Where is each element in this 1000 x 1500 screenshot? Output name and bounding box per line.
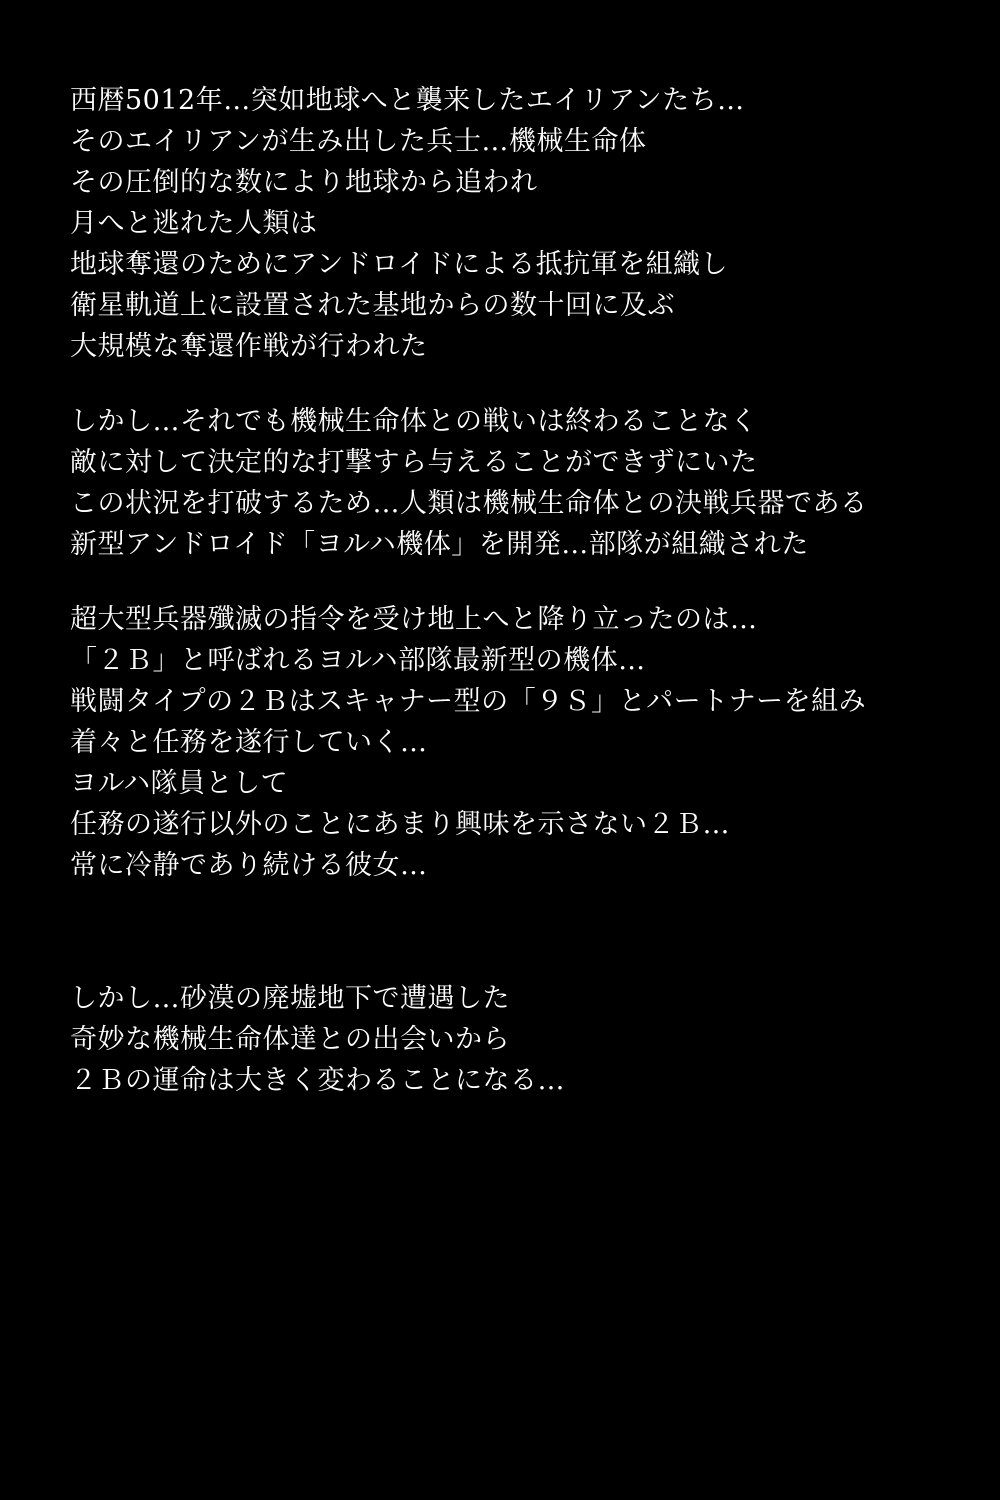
text-line: 敵に対して決定的な打撃すら与えることができずにいた — [70, 447, 758, 478]
text-line: 任務の遂行以外のことにあまり興味を示さない２Ｂ… — [70, 809, 730, 840]
text-line: 「２Ｂ」と呼ばれるヨルハ部隊最新型の機体… — [70, 645, 646, 676]
text-line: しかし…それでも機械生命体との戦いは終わることなく — [70, 406, 758, 437]
text-line: 西暦5012年…突如地球へと襲来したエイリアンたち… — [70, 85, 745, 116]
text-line: 大規模な奪還作戦が行われた — [70, 331, 428, 362]
text-line: ヨルハ隊員として — [70, 768, 289, 799]
text-line: そのエイリアンが生み出した兵士…機械生命体 — [70, 126, 647, 157]
text-line: ２Ｂの運命は大きく変わることになる… — [70, 1065, 565, 1096]
text-line: この状況を打破するため…人類は機械生命体との決戦兵器である — [70, 488, 868, 519]
text-line: 超大型兵器殲滅の指令を受け地上へと降り立ったのは… — [70, 604, 758, 635]
text-line: 新型アンドロイド「ヨルハ機体」を開発…部隊が組織された — [70, 529, 809, 560]
paragraph-2 — [70, 401, 930, 565]
paragraph-1 — [70, 80, 930, 367]
text-line: 常に冷静であり続ける彼女… — [70, 850, 428, 881]
prologue-text-block — [70, 80, 930, 1101]
paragraph-4 — [70, 978, 930, 1101]
text-line: しかし…砂漠の廃墟地下で遭遇した — [70, 983, 510, 1014]
text-line: その圧倒的な数により地球から追われ — [70, 167, 538, 198]
text-line: 衛星軌道上に設置された基地からの数十回に及ぶ — [70, 290, 675, 321]
text-line: 着々と任務を遂行していく… — [70, 727, 428, 758]
text-line: 月へと逃れた人類は — [70, 208, 318, 239]
paragraph-3 — [70, 599, 930, 886]
section-spacer — [70, 920, 930, 978]
text-line: 奇妙な機械生命体達との出会いから — [70, 1024, 510, 1055]
text-line: 地球奪還のためにアンドロイドによる抵抗軍を組織し — [70, 249, 729, 280]
text-line: 戦闘タイプの２Ｂはスキャナー型の「９Ｓ」とパートナーを組み — [70, 686, 867, 717]
